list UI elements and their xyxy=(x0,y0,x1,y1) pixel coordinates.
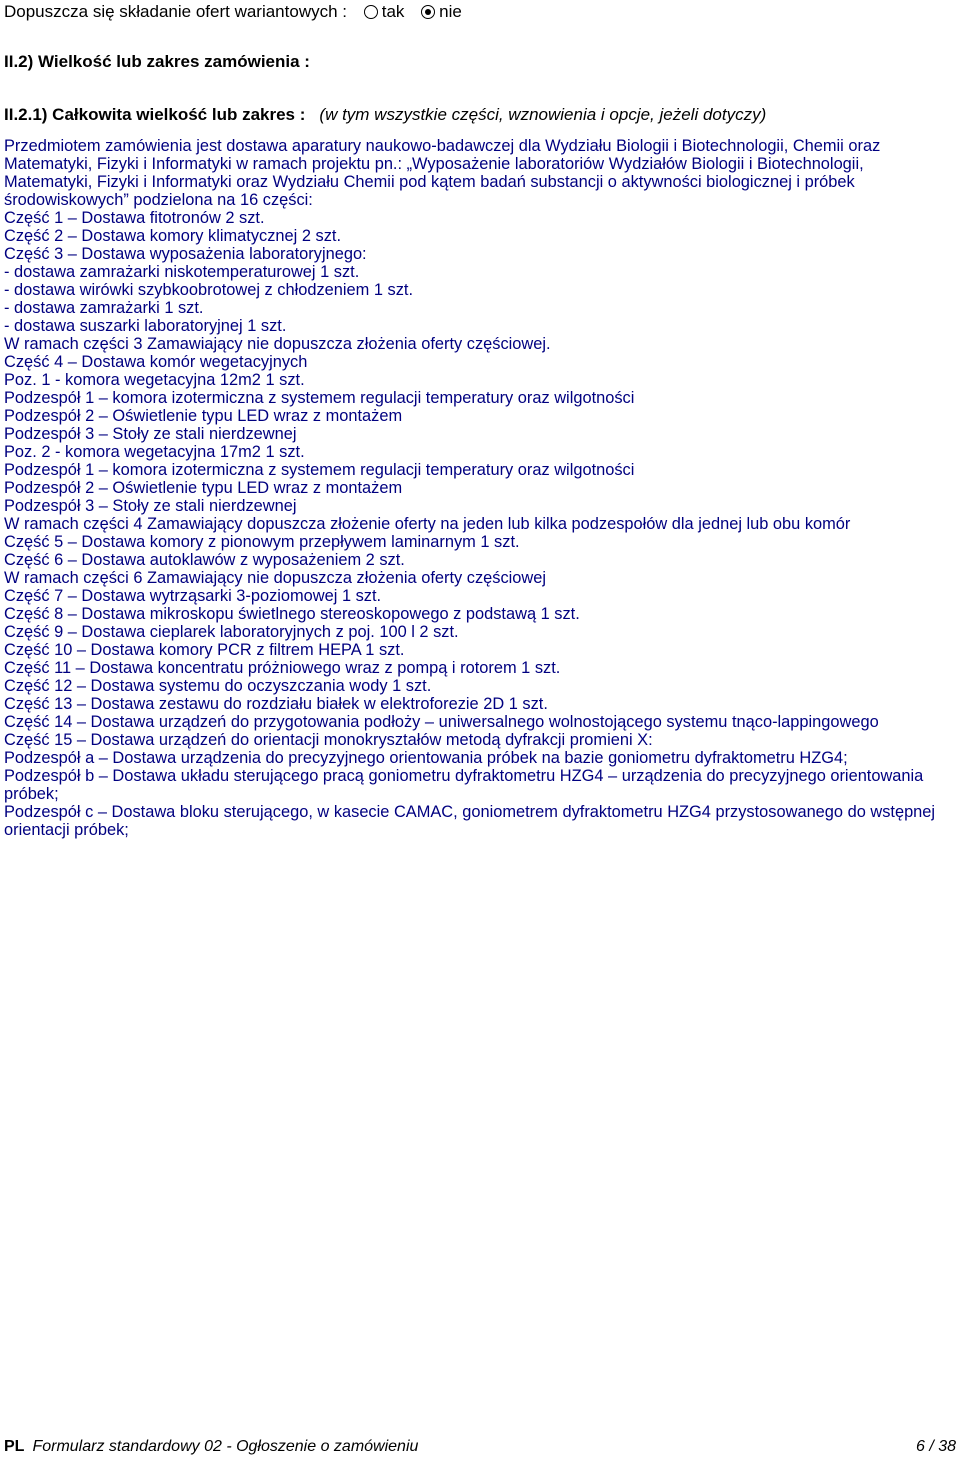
paragraph-line: Część 12 – Dostawa systemu do oczyszczania wody 1 szt. xyxy=(4,677,432,695)
paragraph-line: Poz. 1 - komora wegetacyjna 12m2 1 szt. xyxy=(4,371,305,389)
radio-no-checked-icon[interactable] xyxy=(421,5,435,19)
paragraph-line: Część 10 – Dostawa komory PCR z filtrem HEPA 1 szt. xyxy=(4,641,405,659)
paragraph-line: Podzespół 2 – Oświetlenie typu LED wraz z montażem xyxy=(4,407,403,425)
paragraph-line: W ramach części 3 Zamawiający nie dopuszcza złożenia oferty częściowej. xyxy=(4,335,551,353)
paragraph-line: - dostawa wirówki szybkoobrotowej z chłodzeniem 1 szt. xyxy=(4,281,414,299)
paragraph-line: Podzespół 3 – Stoły ze stali nierdzewnej xyxy=(4,425,297,443)
paragraph-line: Część 5 – Dostawa komory z pionowym przepływem laminarnym 1 szt. xyxy=(4,533,520,551)
paragraph-line: Część 2 – Dostawa komory klimatycznej 2 szt. xyxy=(4,227,342,245)
paragraph-line: Część 11 – Dostawa koncentratu próżniowego wraz z pompą i rotorem 1 szt. xyxy=(4,659,561,677)
paragraph-line: Podzespół 3 – Stoły ze stali nierdzewnej xyxy=(4,497,297,515)
paragraph-line: Podzespół 1 – komora izotermiczna z systemem regulacji temperatury oraz wilgotności xyxy=(4,389,635,407)
option-no-label: nie xyxy=(439,2,462,21)
paragraph-line: Część 13 – Dostawa zestawu do rozdziału białek w elektroforezie 2D 1 szt. xyxy=(4,695,548,713)
paragraph-line: Podzespół c – Dostawa bloku sterującego, w kasecie CAMAC, goniometrem dyfraktometru HZG4 przystosowanego do wstępnej orientacji próbek; xyxy=(4,803,936,839)
footer-form-title: Formularz standardowy 02 - Ogłoszenie o zamówieniu xyxy=(32,1438,419,1455)
paragraph-line: Podzespół 1 – komora izotermiczna z systemem regulacji temperatury oraz wilgotności xyxy=(4,461,635,479)
variant-offers-label: Dopuszcza się składanie ofert wariantowych : xyxy=(4,2,347,21)
paragraph-line: - dostawa suszarki laboratoryjnej 1 szt. xyxy=(4,317,287,335)
radio-yes-icon[interactable] xyxy=(364,5,378,19)
variant-offers-row xyxy=(4,2,462,22)
paragraph-line: Podzespół 2 – Oświetlenie typu LED wraz z montażem xyxy=(4,479,403,497)
paragraph-line: Poz. 2 - komora wegetacyjna 17m2 1 szt. xyxy=(4,443,305,461)
page-footer xyxy=(4,1437,956,1457)
paragraph-line: Część 9 – Dostawa cieplarek laboratoryjnych z poj. 100 l 2 szt. xyxy=(4,623,459,641)
paragraph-line: Podzespół b – Dostawa układu sterującego pracą goniometru dyfraktometru HZG4 – urządzenia do precyzyjnego orientowania próbek; xyxy=(4,767,924,803)
paragraph-line: Część 8 – Dostawa mikroskopu świetlnego stereoskopowego z podstawą 1 szt. xyxy=(4,605,580,623)
paragraph-intro: Przedmiotem zamówienia jest dostawa aparatury naukowo-badawczej dla Wydziału Biologii i Biotechnologii, Chemii oraz Matematyki, Fizyki i Informatyki w ramach projektu pn.: „Wyposażenie laboratoriów Wydziałów Biologii i Biotechnologii, Matematyki, Fizyki i Informatyki oraz Wydziału Chemii pod kątem badań substancji o aktywności biologicznej i próbek środowiskowych” podzielona na 16 części: xyxy=(4,137,881,209)
paragraph-line: Część 7 – Dostawa wytrząsarki 3-poziomowej 1 szt. xyxy=(4,587,382,605)
section-ii21-note: (w tym wszystkie części, wznowienia i opcje, jeżeli dotyczy) xyxy=(319,105,767,124)
section-ii2-heading: II.2) Wielkość lub zakres zamówienia : xyxy=(4,52,310,71)
paragraph-line: - dostawa zamrażarki niskotemperaturowej 1 szt. xyxy=(4,263,360,281)
paragraph-line: - dostawa zamrażarki 1 szt. xyxy=(4,299,204,317)
footer-language: PL xyxy=(4,1438,25,1455)
paragraph-line: Część 6 – Dostawa autoklawów z wyposażeniem 2 szt. xyxy=(4,551,405,569)
paragraph-line: Podzespół a – Dostawa urządzenia do precyzyjnego orientowania próbek na bazie goniometru dyfraktometru HZG4; xyxy=(4,749,848,767)
section-ii21-heading: II.2.1) Całkowita wielkość lub zakres : xyxy=(4,105,306,124)
paragraph-line: Część 15 – Dostawa urządzeń do orientacji monokryształów metodą dyfrakcji promieni X: xyxy=(4,731,653,749)
option-yes-label: tak xyxy=(381,2,405,21)
paragraph-line: Część 1 – Dostawa fitotronów 2 szt. xyxy=(4,209,265,227)
paragraph-line: W ramach części 6 Zamawiający nie dopuszcza złożenia oferty częściowej xyxy=(4,569,547,587)
paragraph-line: Część 14 – Dostawa urządzeń do przygotowania podłoży – uniwersalnego wolnostojącego systemu tnąco-lappingowego xyxy=(4,713,879,731)
paragraph-line: Część 4 – Dostawa komór wegetacyjnych xyxy=(4,353,308,371)
scope-description xyxy=(4,137,954,839)
footer-page-number: 6 / 38 xyxy=(915,1438,956,1455)
section-ii21-heading-row xyxy=(4,105,766,125)
paragraph-line: Część 3 – Dostawa wyposażenia laboratoryjnego: xyxy=(4,245,367,263)
paragraph-line: W ramach części 4 Zamawiający dopuszcza złożenie oferty na jeden lub kilka podzespołów dla jednej lub obu komór xyxy=(4,515,851,533)
